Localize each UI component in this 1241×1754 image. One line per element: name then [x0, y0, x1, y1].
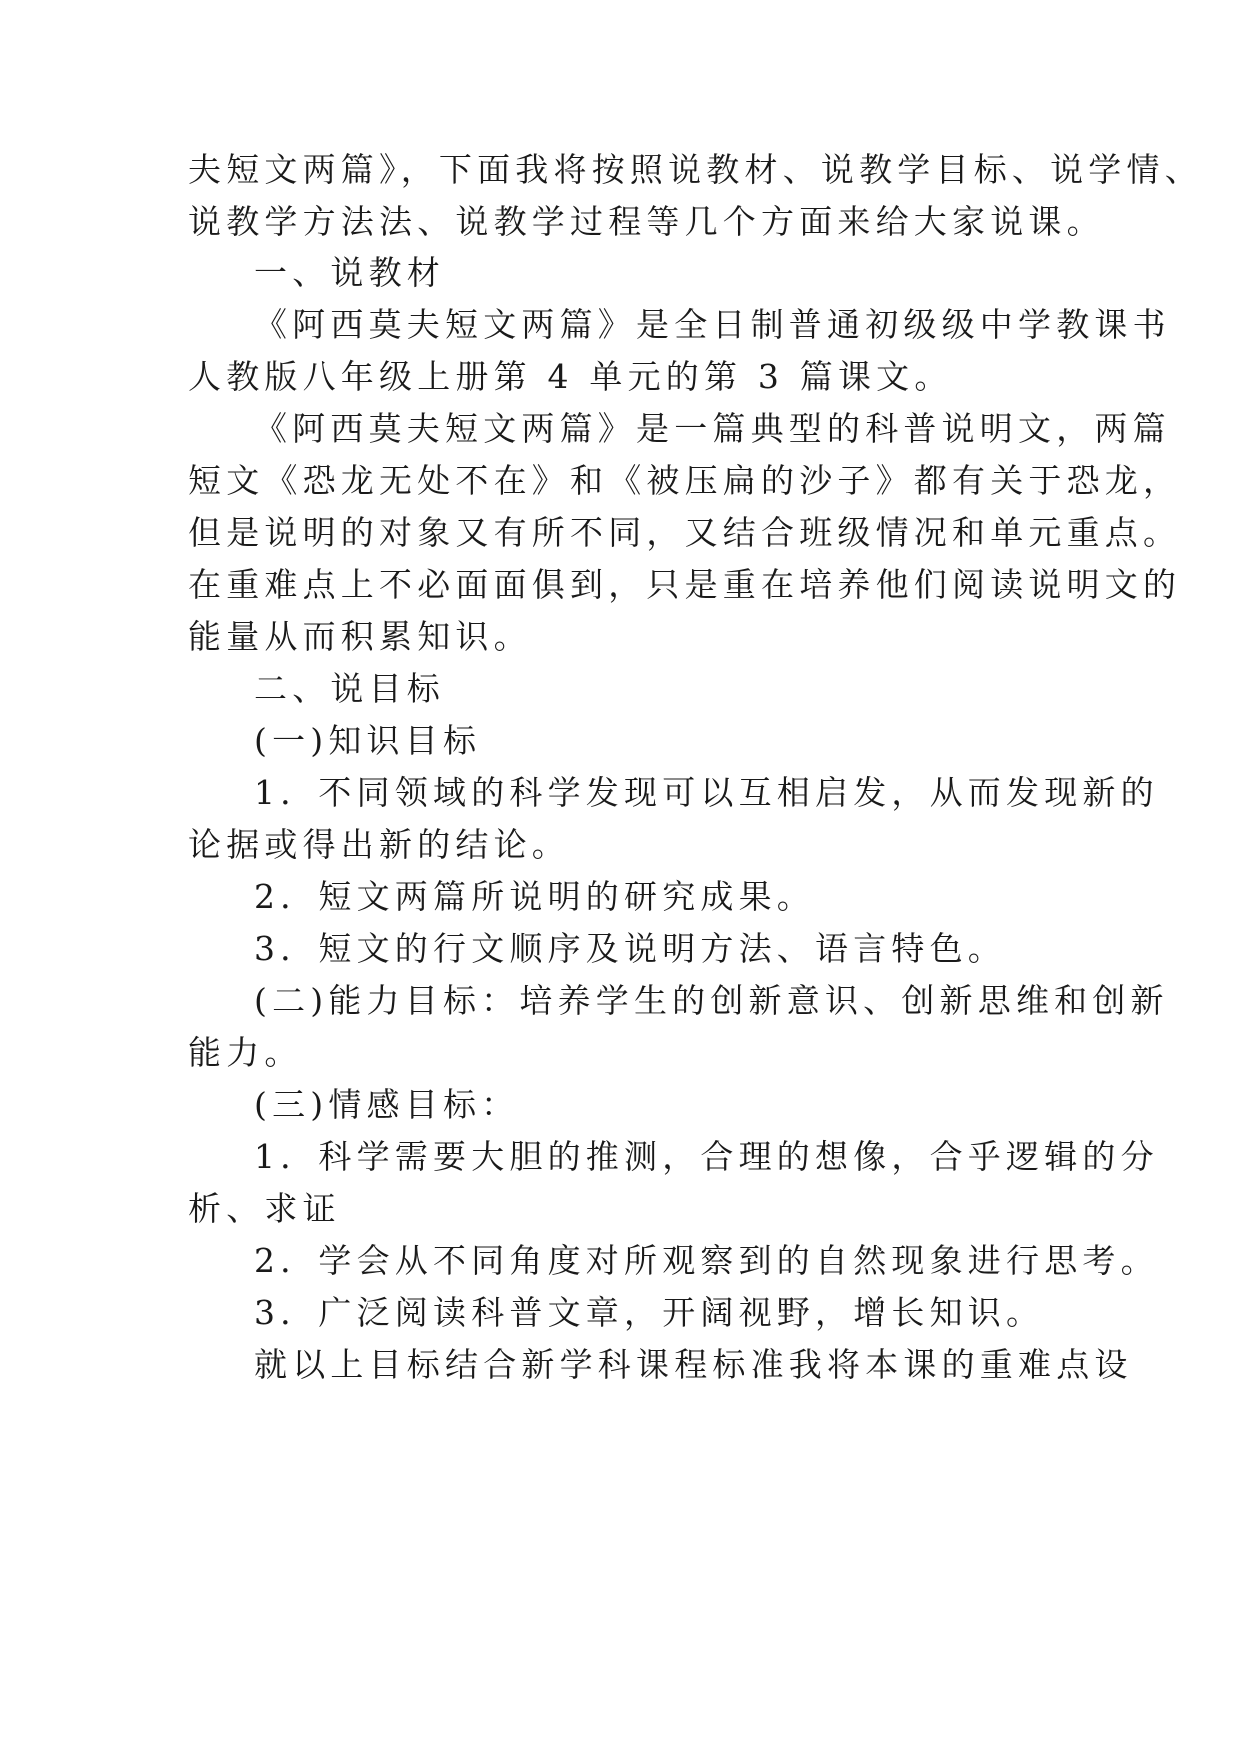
text-line: 论据或得出新的结论。	[188, 825, 570, 864]
text-line: 能量从而积累知识。	[188, 617, 532, 656]
subsection-heading: (三)情感目标：	[254, 1085, 520, 1124]
text-line: 析、求证	[188, 1189, 341, 1228]
text-line: 人教版八年级上册第 4 单元的第 3 篇课文。	[188, 357, 953, 396]
list-item: 1．不同领域的科学发现可以互相启发，从而发现新的	[254, 773, 1159, 812]
list-item: 2．学会从不同角度对所观察到的自然现象进行思考。	[254, 1241, 1159, 1280]
text-line: 说教学方法法、说教学过程等几个方面来给大家说课。	[188, 202, 1105, 241]
text-line: 《阿西莫夫短文两篇》是全日制普通初级级中学教课书	[254, 305, 1171, 344]
list-item: 2．短文两篇所说明的研究成果。	[254, 877, 815, 916]
text-line: 就以上目标结合新学科课程标准我将本课的重难点设	[254, 1345, 1133, 1384]
text-line: 短文《恐龙无处不在》和《被压扁的沙子》都有关于恐龙，	[188, 461, 1182, 500]
subsection-heading: (一)知识目标	[254, 721, 482, 760]
text-line: 夫短文两篇》，下面我将按照说教材、说教学目标、说学情、	[188, 150, 1203, 189]
text-line: 但是说明的对象又有所不同，又结合班级情况和单元重点。	[188, 513, 1182, 552]
section-heading: 二、说目标	[254, 669, 445, 708]
text-line: 在重难点上不必面面俱到，只是重在培养他们阅读说明文的	[188, 565, 1182, 604]
subsection-heading: (二)能力目标：培养学生的创新意识、创新思维和创新	[254, 981, 1169, 1020]
list-item: 3．短文的行文顺序及说明方法、语言特色。	[254, 929, 1006, 968]
list-item: 1．科学需要大胆的推测，合理的想像，合乎逻辑的分	[254, 1137, 1159, 1176]
text-line: 《阿西莫夫短文两篇》是一篇典型的科普说明文，两篇	[254, 409, 1171, 448]
list-item: 3．广泛阅读科普文章，开阔视野，增长知识。	[254, 1293, 1045, 1332]
text-line: 能力。	[188, 1033, 303, 1072]
section-heading: 一、说教材	[254, 253, 445, 292]
